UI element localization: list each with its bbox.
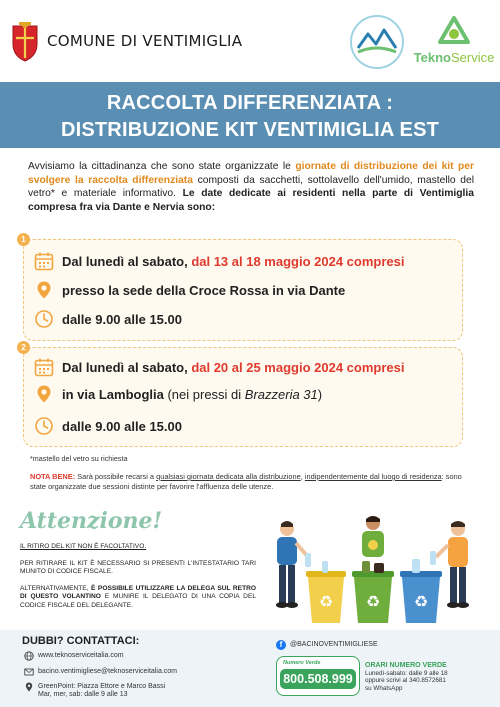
svg-text:♻: ♻ xyxy=(318,592,334,611)
attenzione-p3 xyxy=(20,585,256,611)
attenzione-p1: IL RITIRO DEL KIT NON È FACOLTATIVO. xyxy=(20,543,147,550)
title-line-2: DISTRIBUZIONE KIT VENTIMIGLIA EST xyxy=(60,119,440,141)
attenzione-p2: PER RITIRARE IL KIT È NECESSARIO SI PRESENTI L'INTESTATARIO TARI MUNITO DI CODICE FISCALE. xyxy=(20,559,256,576)
email-link[interactable]: bacino.ventimigliese@teknoserviceitalia.com xyxy=(38,668,178,675)
bacino-ventimigliese-logo xyxy=(346,14,408,70)
intro-paragraph xyxy=(28,160,474,214)
address-line-2: Mar, mer, sab: dalle 9 alle 13 xyxy=(38,691,128,698)
numero-verde-number[interactable]: 800.508.999 xyxy=(280,669,356,689)
address-line-1: GreenPoint: Piazza Ettore e Marco Bassi xyxy=(38,683,166,690)
location-pin-icon xyxy=(24,682,34,692)
date-range: dal 13 al 18 maggio 2024 compresi xyxy=(191,254,405,269)
contact-heading: DUBBI? CONTATTACI: xyxy=(22,635,140,647)
p3-c: E MUNIRE IL DELEGATO DI UNA COPIA DEL CODICE FISCALE DEL DELEGANTE. xyxy=(20,593,257,609)
intro-bold: Le date dedicate ai residenti nella parte di Ventimiglia compresa fra via Dante e Nervia sono: xyxy=(28,188,474,213)
session-2 xyxy=(21,343,463,447)
orari-line-2: oppure scrivi al 340.8572681 xyxy=(365,677,446,684)
intro-highlight: giornate di distribuzione dei kit per svolgere la raccolta differenziata xyxy=(28,161,475,186)
calendar-icon xyxy=(34,357,54,377)
orari-heading: ORARI NUMERO VERDE xyxy=(365,662,447,669)
title-line-1: RACCOLTA DIFFERENZIATA : xyxy=(106,92,394,114)
session-hours-text: dalle 9.00 alle 15.00 xyxy=(62,419,182,434)
numero-verde-label: Numero Verde xyxy=(283,660,321,666)
recycling-people-illustration xyxy=(262,515,484,627)
place-note-suffix: ) xyxy=(317,387,323,402)
globe-icon xyxy=(24,651,34,661)
session-hours-text: dalle 9.00 alle 15.00 xyxy=(62,312,182,327)
intro-text-1: Avvisiamo la cittadinanza che sono state organizzate le xyxy=(28,161,296,172)
facebook-handle[interactable]: @BACINOVENTIMIGLIESE xyxy=(290,641,378,648)
nota-bene-text-2: , xyxy=(300,472,305,481)
numero-verde-box[interactable] xyxy=(276,656,360,696)
yellow-bin xyxy=(306,571,346,623)
location-pin-icon xyxy=(34,384,54,404)
clock-icon xyxy=(34,309,54,329)
website-link[interactable]: www.teknoserviceitalia.com xyxy=(38,652,124,659)
attenzione-body xyxy=(20,543,256,619)
date-range: dal 20 al 25 maggio 2024 compresi xyxy=(191,360,405,375)
header xyxy=(0,0,500,82)
place-note-prefix: (nei pressi di xyxy=(163,387,245,402)
footer xyxy=(0,630,500,707)
address-text xyxy=(38,683,165,699)
title-band xyxy=(0,82,500,148)
svg-text:♻: ♻ xyxy=(413,592,429,611)
place-main: in via Lamboglia xyxy=(62,387,164,402)
nota-bene-label: NOTA BENE: xyxy=(30,472,76,481)
email-icon xyxy=(24,667,34,677)
svg-text:TeknoService: TeknoService xyxy=(413,50,495,65)
session-date-text xyxy=(62,254,404,269)
orari-numero-verde xyxy=(365,662,495,692)
clock-icon xyxy=(34,416,54,436)
comune-name: COMUNE DI VENTIMIGLIA xyxy=(47,32,243,50)
calendar-icon xyxy=(34,251,54,271)
orari-line-1: Lunedì-sabato: dalle 9 alle 18 xyxy=(365,669,448,677)
date-prefix: Dal lunedì al sabato, xyxy=(62,360,192,375)
session-number-badge: 2 xyxy=(17,341,30,354)
orari-line-3: su WhatsApp xyxy=(365,684,403,692)
p3-a: ALTERNATIVAMENTE, xyxy=(20,584,92,592)
intro-text-2: composti da sacchetti, sottolavello dell'umido, mastello del vetro* e materiale informativo. xyxy=(28,174,474,200)
session-place-text: presso la sede della Croce Rossa in via Dante xyxy=(62,283,346,298)
session-number-badge: 1 xyxy=(17,233,30,246)
location-pin-icon xyxy=(34,280,54,300)
session-date-text xyxy=(62,360,404,375)
nota-bene-underline-2: indipendentemente dal luogo di residenza xyxy=(304,472,442,481)
facebook-icon: f xyxy=(276,640,286,650)
nota-bene-underline-1: qualsiasi giornata dedicata alla distribuzione xyxy=(156,472,301,481)
teknoservice-logo xyxy=(412,14,496,74)
session-1 xyxy=(21,235,463,341)
comune-crest-icon xyxy=(10,22,40,62)
nota-bene xyxy=(30,472,470,492)
p3-b: È POSSIBILE UTILIZZARE LA DELEGA SUL RETRO DI QUESTO VOLANTINO xyxy=(20,584,256,601)
date-prefix: Dal lunedì al sabato, xyxy=(62,254,192,269)
session-place-text xyxy=(62,387,322,402)
nota-bene-text-1: Sarà possibile recarsi a xyxy=(75,472,157,481)
nota-bene-text-3: : sono state organizzate due sessioni distinte per favorire l'affluenza delle utenze. xyxy=(30,472,462,491)
attenzione-heading: Attenzione! xyxy=(20,508,163,534)
place-note-italic: Brazzeria 31 xyxy=(244,387,318,402)
svg-text:♻: ♻ xyxy=(365,592,381,611)
footnote: *mastello del vetro su richiesta xyxy=(30,454,128,463)
